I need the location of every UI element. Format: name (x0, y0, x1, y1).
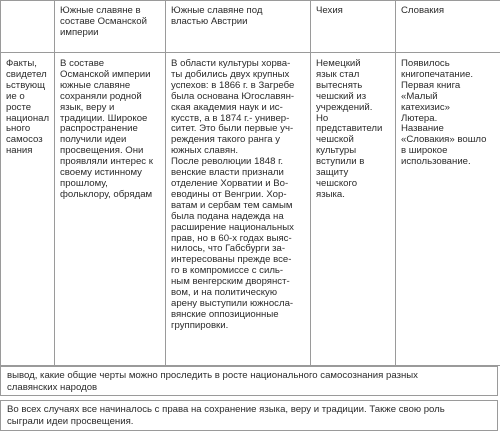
header-cell-czechia (311, 1, 396, 53)
cell-line: нания (6, 145, 33, 157)
cell-line: успехов: в 1866 г. в Загребе (171, 79, 295, 91)
cell-line: расширение национальных (171, 221, 294, 233)
cell-line: защиту (316, 167, 349, 179)
cell-line: В составе (60, 58, 105, 69)
cell-line: росте (6, 101, 32, 113)
cell-line: книгопечатание. (401, 68, 474, 80)
cell-line: го в компромиссе с силь- (171, 265, 284, 277)
cell-line: чешской (316, 134, 354, 146)
header-line: Словакия (401, 5, 445, 16)
header-cell-corner (1, 1, 55, 53)
cell-czechia (311, 53, 396, 366)
cell-line: Название (401, 123, 444, 135)
cell-line: нилось, что Габсбурги за- (171, 243, 286, 255)
header-line: властью Австрии (171, 15, 248, 27)
cell-line: была основана Югославян- (171, 90, 295, 102)
cell-line: группировки. (171, 319, 229, 331)
header-cell-austria (166, 1, 311, 53)
cell-line: вступили в (316, 156, 365, 168)
cell-line: чешского (316, 177, 358, 189)
cell-line: интересованы прежде все- (171, 254, 292, 266)
cell-line: Факты, (6, 58, 37, 69)
cell-line: ты добились двух крупных (171, 68, 290, 80)
cell-line: представители (316, 123, 383, 135)
cell-line: распространение (60, 123, 138, 135)
row-label-cell (1, 53, 55, 366)
cell-line: язык, веру и (60, 101, 115, 113)
cell-line: просвещения. Они (60, 145, 144, 157)
cell-austria (166, 53, 311, 366)
cell-line: вытеснять (316, 79, 363, 91)
question-line: вывод, какие общие черты можно проследить в росте национального самосознания разных (7, 370, 418, 381)
cell-line: вянские оппозиционные (171, 308, 279, 320)
cell-line: учреждений. (316, 101, 373, 113)
cell-line: ьствующ (6, 79, 45, 91)
cell-line: сохраняли родной (60, 90, 142, 102)
cell-line: южных славян. (171, 145, 239, 157)
cell-line: национал (6, 112, 50, 124)
cell-line: Османской империи (60, 68, 151, 80)
cell-line: арену выступили южносла- (171, 297, 294, 309)
cell-line: ватам и сербам тем самым (171, 199, 293, 211)
cell-line: была подана надежда на (171, 210, 284, 222)
facts-row (1, 53, 500, 366)
cell-line: ская академия наук и ис- (171, 101, 283, 113)
cell-ottoman (55, 53, 166, 366)
cell-line: вом, и на политическую (171, 287, 278, 299)
cell-line: В области культуры хорва- (171, 58, 291, 69)
header-line: составе Османской (60, 15, 147, 27)
answer-line: Во всех случаях все начиналось с права на сохранение языка, веру и традиции. Также свою роль (7, 404, 445, 415)
cell-line: южные славяне (60, 79, 131, 91)
cell-line: использование. (401, 156, 471, 168)
header-line: Южные славяне под (171, 5, 263, 16)
cell-line: ным венгерским дворянст- (171, 276, 290, 288)
cell-line: получили идеи (60, 134, 127, 146)
cell-line: языка. (316, 188, 345, 200)
question-line: славянских народов (7, 382, 98, 393)
cell-line: ьного (6, 123, 31, 135)
cell-line: культуры (316, 145, 357, 157)
cell-line: ситет. Это были первые уч- (171, 123, 294, 135)
cell-line: проявляли интерес к (60, 156, 153, 168)
cell-line: катехизис» (401, 101, 450, 113)
cell-line: фольклору, обрядам (60, 188, 153, 200)
cell-line: традиции. Широкое (60, 112, 148, 124)
cell-line: Первая книга (401, 79, 461, 91)
cell-line: «Малый (401, 90, 438, 102)
answer-row (0, 400, 498, 431)
cell-line: отделение Хорватии и Во- (171, 177, 289, 189)
answer-line: сыграли идеи просвещения. (7, 416, 134, 427)
cell-slovakia (396, 53, 500, 366)
header-line: империи (60, 26, 99, 38)
cell-line: реждения такого ранга у (171, 134, 281, 146)
cell-line: Но (316, 112, 329, 124)
header-line: Южные славяне в (60, 5, 141, 16)
cell-line: кусств, а в 1874 г.- универ- (171, 112, 290, 124)
question-row (0, 366, 498, 396)
header-cell-slovakia (396, 1, 500, 53)
header-row (1, 1, 500, 53)
header-cell-ottoman (55, 1, 166, 53)
cell-line: свидетел (6, 68, 47, 80)
cell-line: еводины от Венгрии. Хор- (171, 188, 287, 200)
cell-line: венские власти признали (171, 167, 284, 179)
cell-line: ие о (6, 90, 25, 102)
cell-line: После революции 1848 г. (171, 156, 284, 168)
cell-line: своему истинному (60, 167, 142, 179)
header-line: Чехия (316, 5, 343, 16)
cell-line: язык стал (316, 68, 360, 80)
cell-line: прошлому, (60, 177, 108, 189)
cell-line: Лютера. (401, 112, 438, 124)
cell-line: в широкое (401, 145, 448, 157)
cell-line: «Словакия» вошло (401, 134, 487, 146)
cell-line: Появилось (401, 58, 450, 69)
cell-line: чешский из (316, 90, 367, 102)
cell-line: Немецкий (316, 58, 361, 69)
cell-line: самосоз (6, 134, 43, 146)
cell-line: прав, но в 60-х годах выяс- (171, 232, 292, 244)
